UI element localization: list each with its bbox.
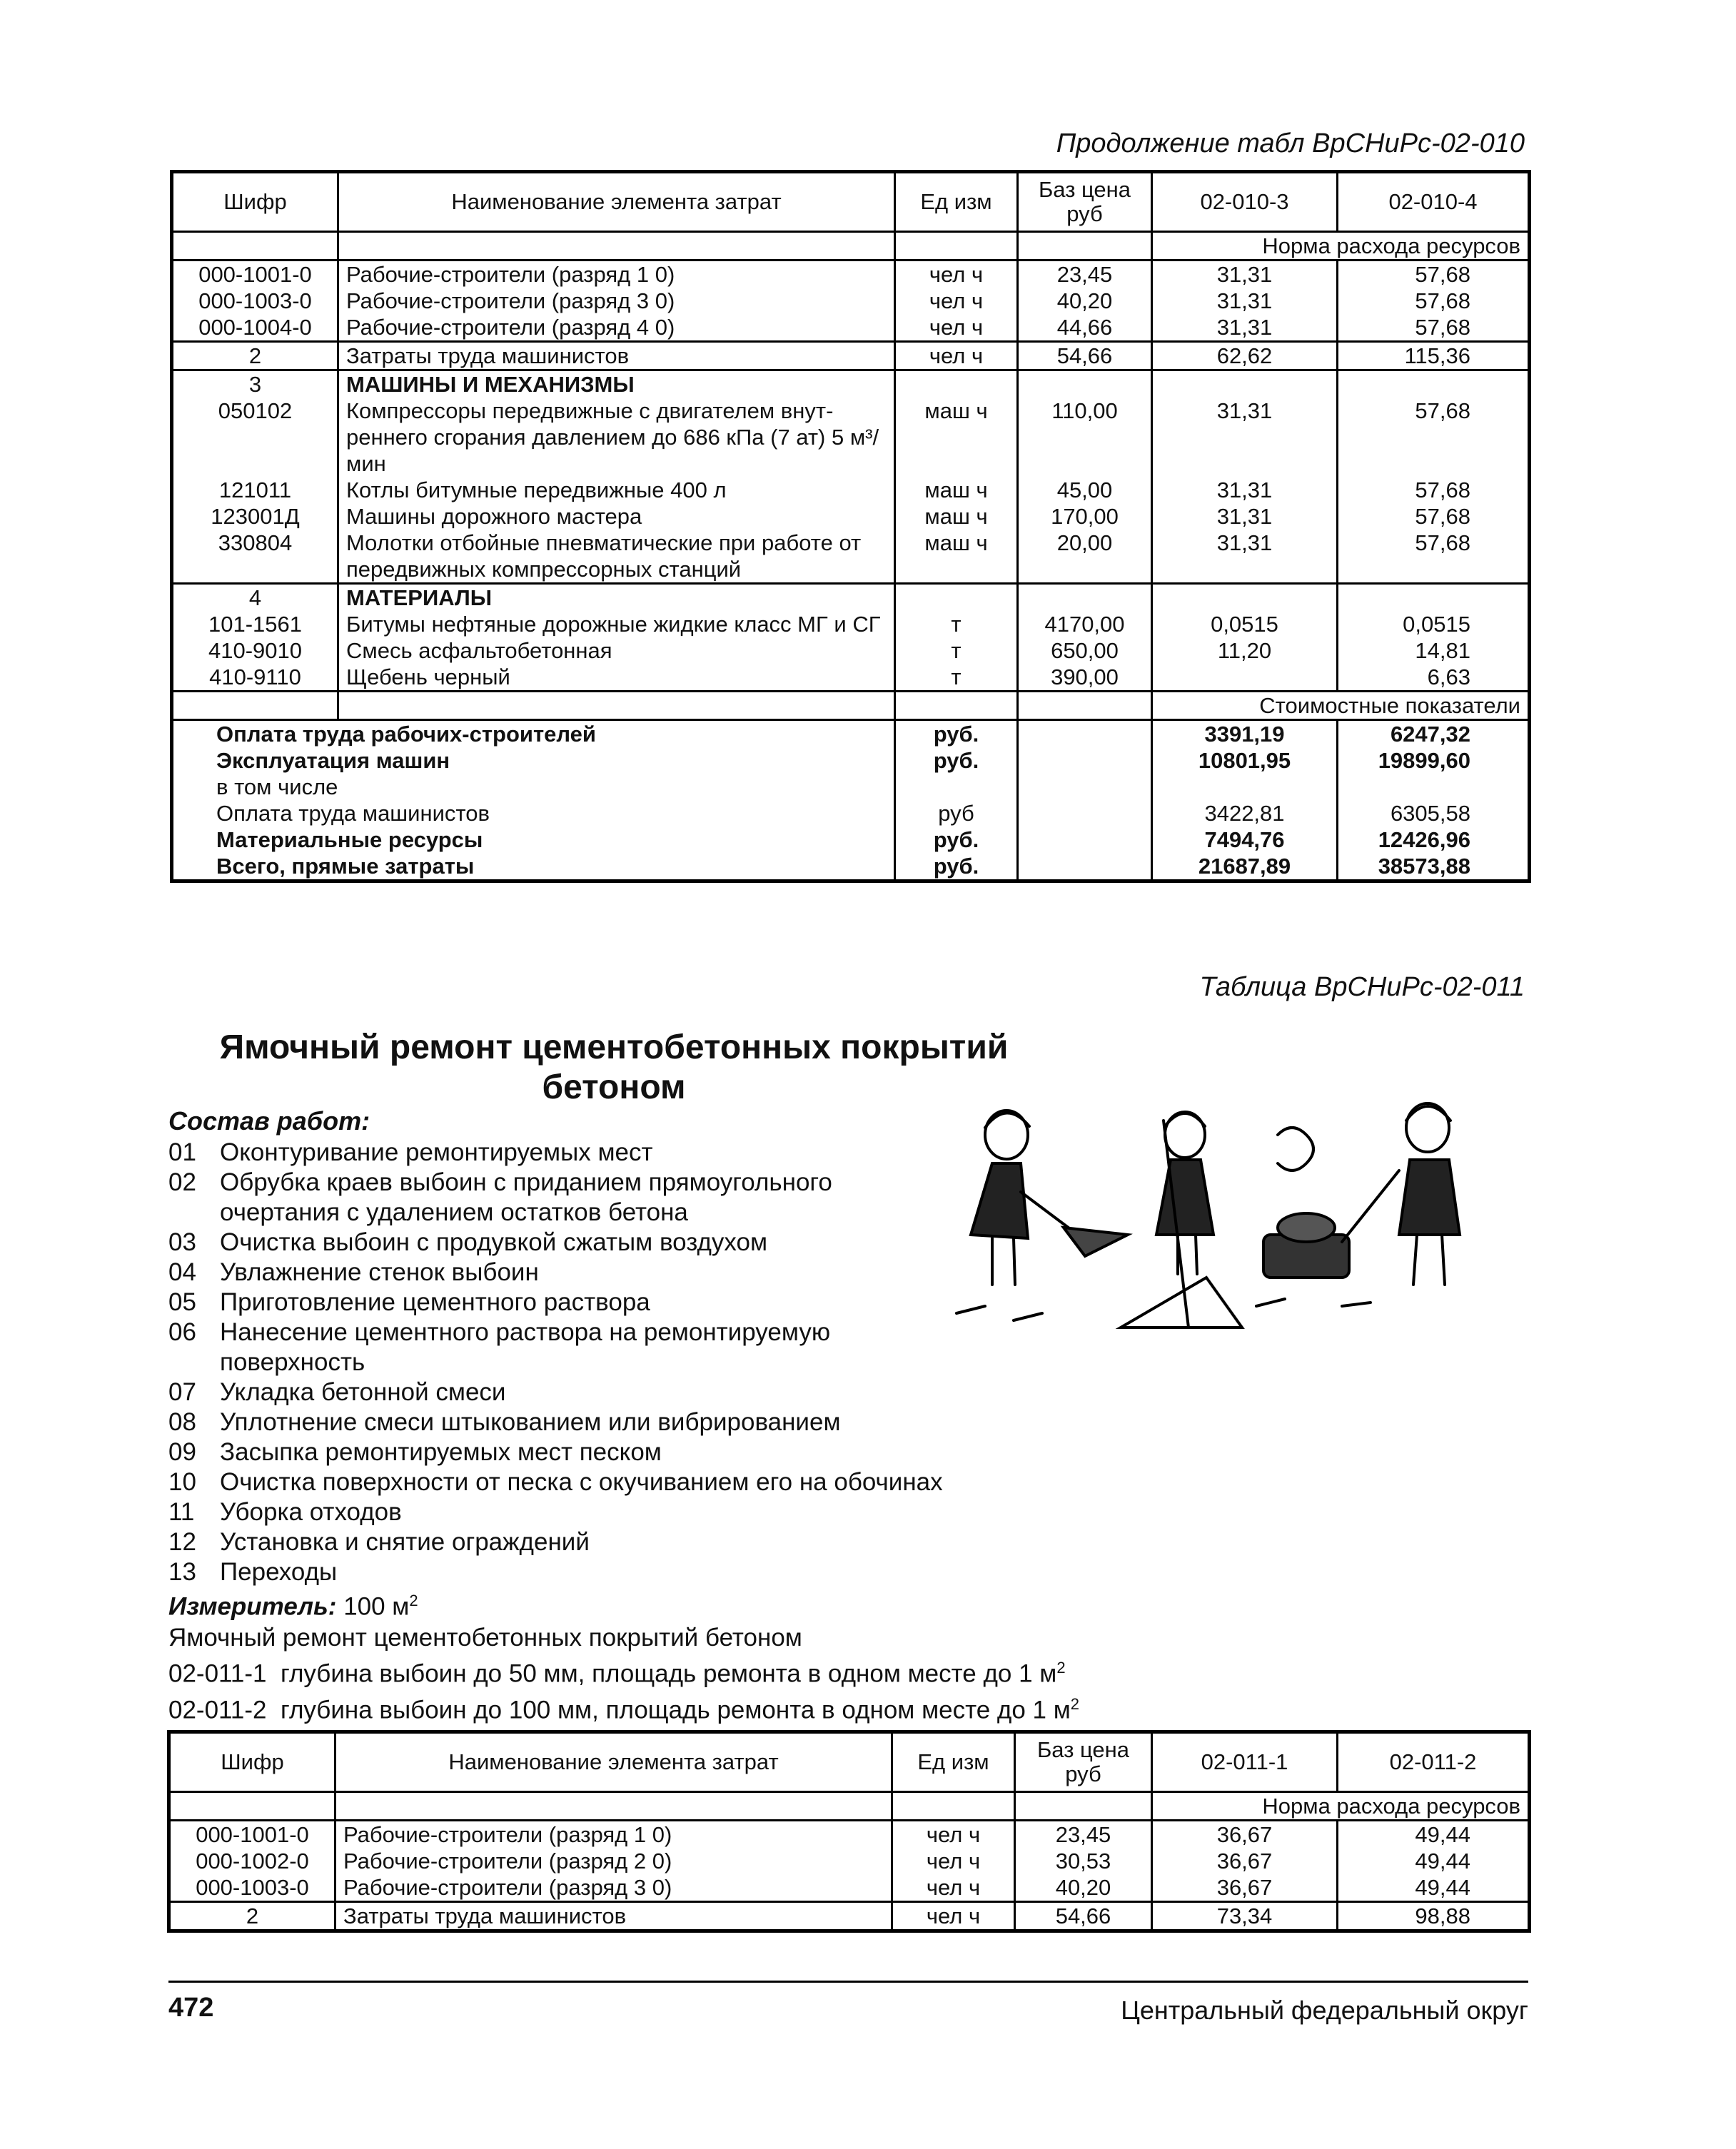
- summary-row: Материальные ресурсы руб. 7494,76 12426,96: [172, 826, 1530, 853]
- cost-indicators-row: [172, 692, 1530, 720]
- list-item: 06 Нанесение цементного раствора на ремонтируемую поверхность: [168, 1318, 831, 1376]
- cost-label: Стоимостные показатели: [1152, 692, 1530, 720]
- measure-line: 02-011-1 глубина выбоин до 50 мм, площадь ремонта в одном месте до 1 $м^2$: [168, 1659, 1066, 1688]
- header-name: Наименование элемента затрат: [338, 172, 895, 232]
- header-name: Наименование элемента затрат: [335, 1732, 892, 1792]
- header-code: Шифр: [172, 172, 338, 232]
- table-row: 121011 Котлы битумные передвижные 400 л маш ч 45,00 31,31 57,68: [172, 477, 1530, 503]
- norm-row: [169, 1792, 1530, 1821]
- list-item: 11 Уборка отходов: [168, 1498, 402, 1526]
- measure-line: 02-011-2 глубина выбоин до 100 мм, площадь ремонта в одном месте до 1 $м^2$: [168, 1694, 1080, 1724]
- header-col1: 02-011-1: [1152, 1732, 1338, 1792]
- table-row: 123001Д Машины дорожного мастера маш ч 170,00 31,31 57,68: [172, 503, 1530, 530]
- section-title: [171, 1028, 1056, 1108]
- list-item: 08 Уплотнение смеси штыкованием или вибрированием: [168, 1408, 841, 1436]
- meter-value: 100 м: [343, 1592, 410, 1621]
- table-row: 2 Затраты труда машинистов чел ч 54,66 73,34 98,88: [169, 1902, 1530, 1931]
- measures: [168, 1623, 1079, 1725]
- table-row: 050102 Компрессоры передвижные с двигателем внут-реннего сгорания давлением до 686 кПа (7 ат) 5 м³/мин маш ч 110,00 31,31 57,68: [172, 398, 1530, 477]
- list-item: 12 Установка и снятие ограждений: [168, 1528, 590, 1556]
- resource-table-02-010: [170, 170, 1531, 883]
- list-item: 04 Увлажнение стенок выбоин: [168, 1258, 539, 1286]
- summary-row: в том числе: [172, 774, 1530, 800]
- header-unit: Ед изм: [892, 1732, 1015, 1792]
- list-item: 13 Переходы: [168, 1558, 338, 1586]
- table-row: 2 Затраты труда машинистов чел ч 54,66 62,62 115,36: [172, 342, 1530, 370]
- title-line-2: бетоном: [542, 1068, 686, 1106]
- section-row: 3 МАШИНЫ И МЕХАНИЗМЫ: [172, 370, 1530, 398]
- table-row: 410-9110 Щебень черный т 390,00 6,63: [172, 664, 1530, 692]
- summary-row: Всего, прямые затраты руб. 21687,89 38573,88: [172, 853, 1530, 881]
- table-row: 000-1004-0 Рабочие-строители (разряд 4 0) чел ч 44,66 31,31 57,68: [172, 314, 1530, 342]
- meter-label: Измеритель:: [168, 1592, 337, 1621]
- list-item: 05 Приготовление цементного раствора: [168, 1288, 650, 1316]
- summary-row: Оплата труда машинистов руб 3422,81 6305,58: [172, 800, 1530, 826]
- meter: Измеритель: 100 $м^2$: [168, 1592, 418, 1621]
- norm-label: Норма расхода ресурсов: [1152, 232, 1530, 261]
- list-item: 10 Очистка поверхности от песка с окучиванием его на обочинах: [168, 1468, 943, 1496]
- list-item: 01 Оконтуривание ремонтируемых мест: [168, 1138, 653, 1166]
- table-row: 330804 Молотки отбойные пневматические при работе от передвижных компрессорных станций маш ч 20,00 31,31 57,68: [172, 530, 1530, 584]
- summary-row: Эксплуатация машин руб. 10801,95 19899,60: [172, 747, 1530, 774]
- list-item: 03 Очистка выбоин с продувкой сжатым воздухом: [168, 1228, 768, 1256]
- table-row: 000-1001-0 Рабочие-строители (разряд 1 0) чел ч 23,45 31,31 57,68: [172, 261, 1530, 288]
- table-row: 101-1561 Битумы нефтяные дорожные жидкие класс МГ и СГ т 4170,00 0,0515 0,0515: [172, 611, 1530, 637]
- work-list: [168, 1138, 1054, 1587]
- header-price: Баз цена руб: [1018, 172, 1152, 232]
- table-header-row: [172, 172, 1530, 232]
- list-item: 07 Укладка бетонной смеси: [168, 1378, 506, 1406]
- footer-divider: [168, 1981, 1528, 1983]
- table-header-row: [169, 1732, 1530, 1792]
- road-workers-illustration: [942, 1092, 1470, 1349]
- norm-row: [172, 232, 1530, 261]
- summary-row: Оплата труда рабочих-строителей руб. 3391,19 6247,32: [172, 720, 1530, 748]
- title-line-1: Ямочный ремонт цементобетонных покрытий: [219, 1028, 1009, 1066]
- table-row: 000-1001-0 Рабочие-строители (разряд 1 0) чел ч 23,45 36,67 49,44: [169, 1821, 1530, 1849]
- table-row: 410-9010 Смесь асфальтобетонная т 650,00 11,20 14,81: [172, 637, 1530, 664]
- continuation-caption: Продолжение табл ВрСНиРс-02-010: [1056, 128, 1525, 158]
- header-col2: 02-011-2: [1338, 1732, 1530, 1792]
- footer-title: Центральный федеральный округ: [1121, 1996, 1528, 2025]
- header-col1: 02-010-3: [1152, 172, 1338, 232]
- measure-intro: Ямочный ремонт цементобетонных покрытий бетоном: [168, 1624, 802, 1652]
- page-number: 472: [168, 1993, 214, 2023]
- section-row: 4 МАТЕРИАЛЫ: [172, 584, 1530, 612]
- header-col2: 02-010-4: [1338, 172, 1530, 232]
- header-price: Баз цена руб: [1015, 1732, 1152, 1792]
- norm-label: Норма расхода ресурсов: [1152, 1792, 1530, 1821]
- list-item: 09 Засыпка ремонтируемых мест песком: [168, 1438, 662, 1466]
- table-caption: Таблица ВрСНиРс-02-011: [1199, 972, 1525, 1002]
- header-unit: Ед изм: [895, 172, 1018, 232]
- header-code: Шифр: [169, 1732, 335, 1792]
- list-item: 02 Обрубка краев выбоин с приданием прямоугольного очертания с удалением остатков бетона: [168, 1168, 832, 1226]
- table-row: 000-1003-0 Рабочие-строители (разряд 3 0) чел ч 40,20 31,31 57,68: [172, 288, 1530, 314]
- resource-table-02-011: [167, 1730, 1531, 1933]
- table-row: 000-1002-0 Рабочие-строители (разряд 2 0) чел ч 30,53 36,67 49,44: [169, 1848, 1530, 1874]
- table-row: 000-1003-0 Рабочие-строители (разряд 3 0) чел ч 40,20 36,67 49,44: [169, 1874, 1530, 1902]
- composition-heading: Состав работ:: [168, 1106, 370, 1136]
